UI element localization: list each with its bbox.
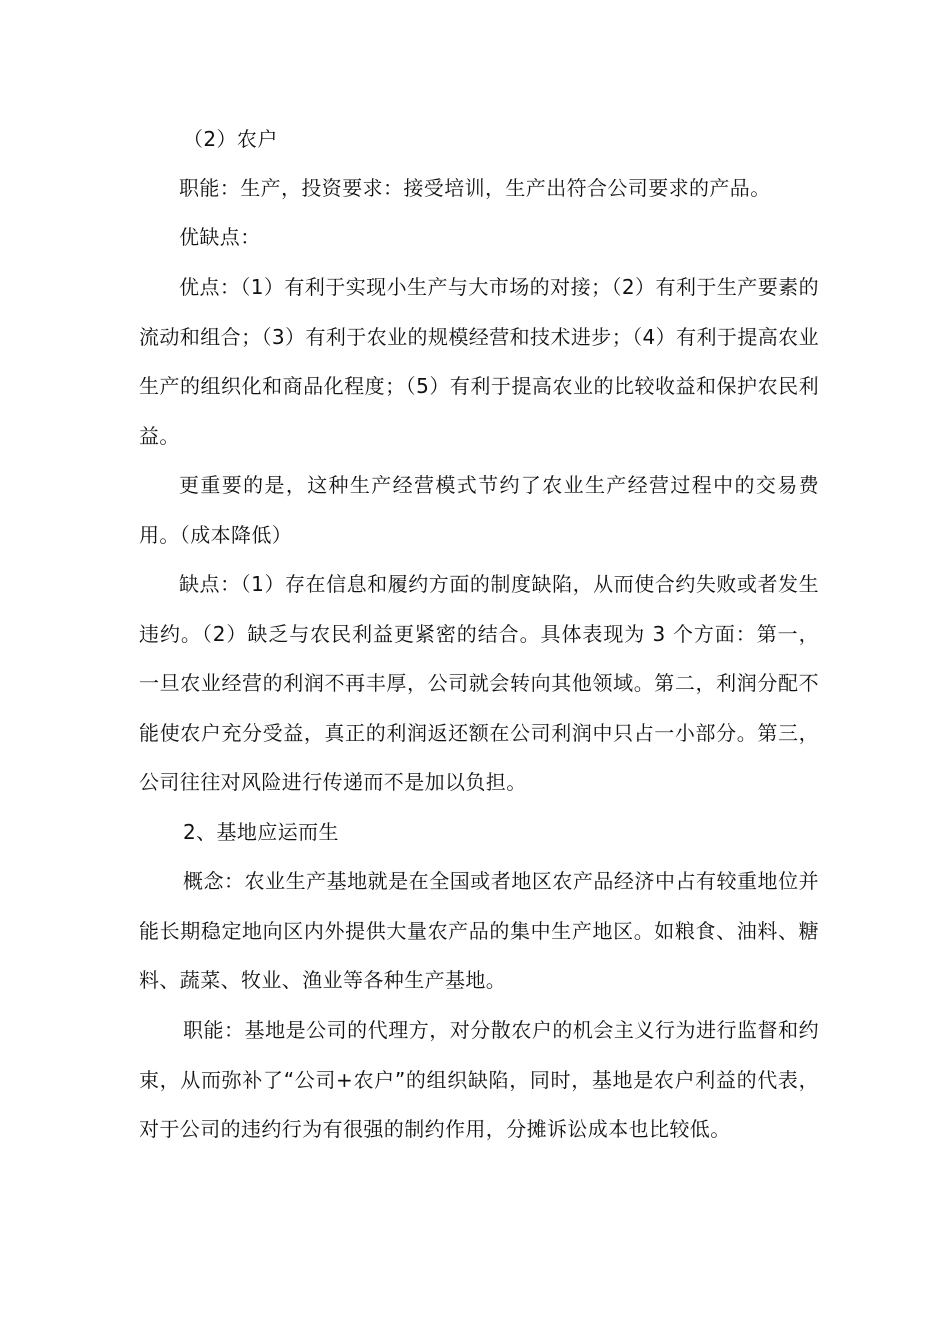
section-heading-base: 2、基地应运而生 [183, 820, 339, 844]
paragraph-base-function: 职能：基地是公司的代理方，对分散农户的机会主义行为进行监督和约束，从而弥补了“公司+农户”的组织缺陷，同时，基地是农户利益的代表，对于公司的违约行为有很强的制约作用，分摊诉讼成本也比较低。 [139, 1018, 819, 1141]
paragraph-disadvantages: 缺点：（1）存在信息和履约方面的制度缺陷，从而使合约失败或者发生违约。（2）缺乏与农民利益更紧密的结合。具体表现为 3 个方面：第一，一旦农业经营的利润不再丰厚，公司就会转向其他领域。第二，利润分配不能使农户充分受益，真正的利润返还额在公司利润中只占一小部分。第三，公司往往对风险进行传递而不是加以负担。 [139, 572, 819, 794]
paragraph-pros-cons-heading: 优缺点： [179, 225, 261, 249]
paragraph-advantages: 优点：（1）有利于实现小生产与大市场的对接；（2）有利于生产要素的流动和组合；（3）有利于农业的规模经营和技术进步；（4）有利于提高农业生产的组织化和商品化程度；（5）有利于提高农业的比较收益和保护农民利益。 [139, 275, 819, 448]
paragraph-farmer-function: 职能：生产，投资要求：接受培训，生产出符合公司要求的产品。 [179, 176, 771, 200]
section-heading-farmer: （2）农户 [183, 127, 278, 151]
paragraph-more-important: 更重要的是，这种生产经营模式节约了农业生产经营过程中的交易费用。（成本降低） [139, 473, 819, 547]
paragraph-base-concept: 概念：农业生产基地就是在全国或者地区农产品经济中占有较重地位并能长期稳定地向区内外提供大量农产品的集中生产地区。如粮食、油料、糖料、蔬菜、牧业、渔业等各种生产基地。 [139, 869, 819, 992]
